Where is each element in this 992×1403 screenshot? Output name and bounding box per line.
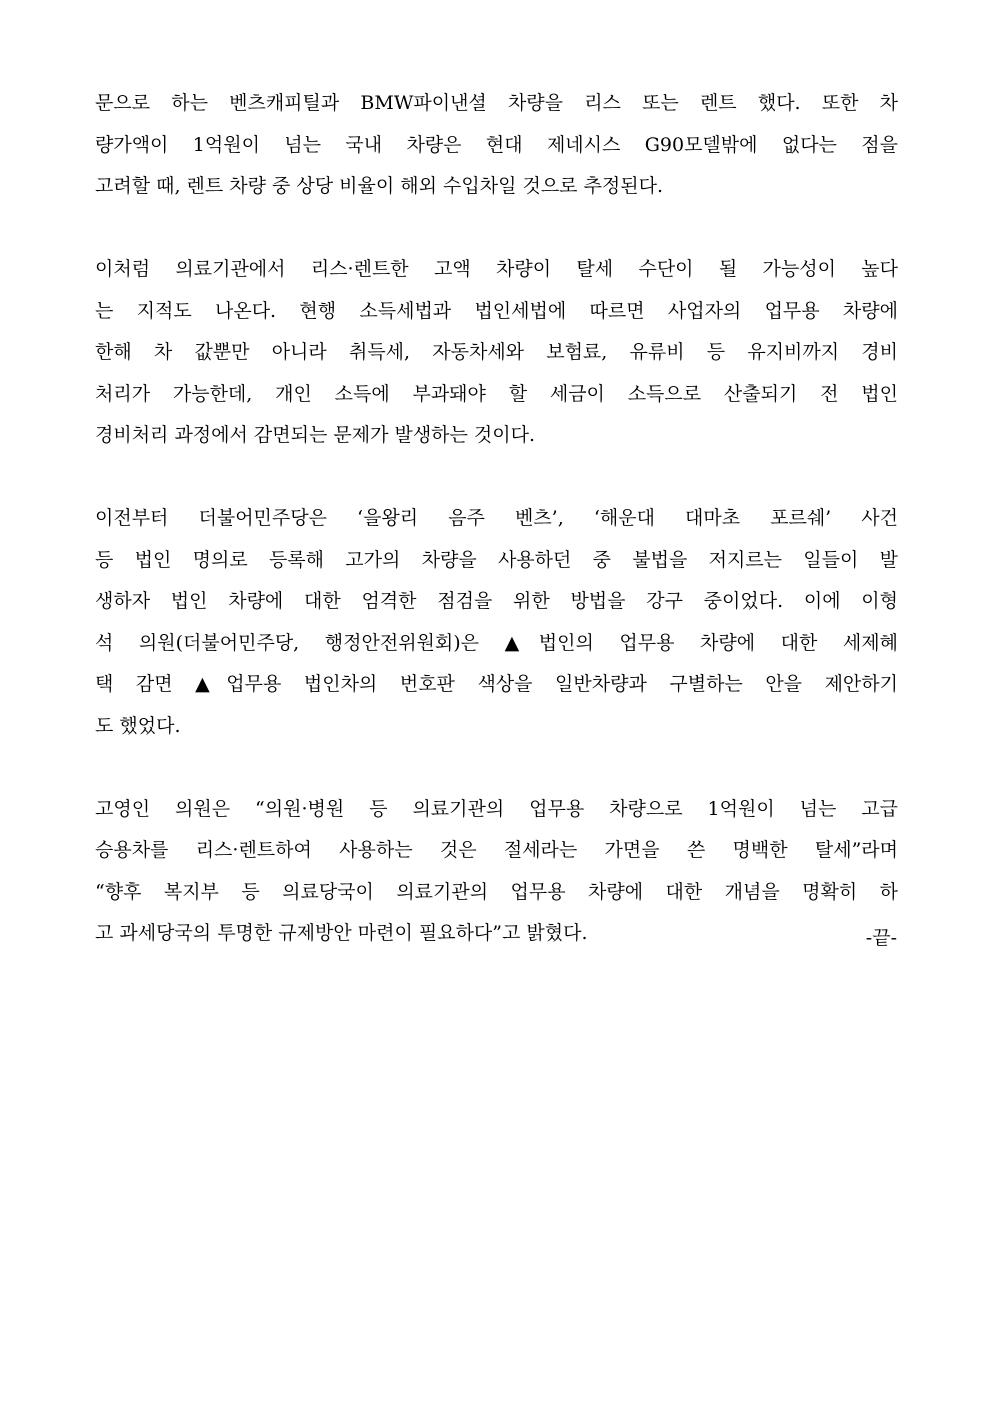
paragraph-spacer [95,747,898,789]
text-line: 택 감면 ▲업무용 법인차의 번호판 색상을 일반차량과 구별하는 안을 제안하기 [95,673,898,695]
paragraph-1 [95,83,898,208]
paragraph-spacer [95,208,898,250]
text-line: 문으로 하는 벤츠캐피틸과 BMW파이낸셜 차량을 리스 또는 렌트 했다. 또한 차 [95,92,898,114]
text-line: 량가액이 1억원이 넘는 국내 차량은 현대 제네시스 G90모델밖에 없다는 점을 [95,133,898,156]
text-line: 한해 차 값뿐만 아니라 취득세, 자동차세와 보험료, 유류비 등 유지비까지 경비 [95,341,898,363]
text-line: “향후 복지부 등 의료당국이 의료기관의 업무용 차량에 대한 개념을 명확히 하 [95,880,898,903]
text-line: 경비처리 과정에서 감면되는 문제가 발생하는 것이다. [95,424,536,446]
paragraph-spacer [95,457,898,499]
text-line: 고 과세당국의 투명한 규제방안 마련이 필요하다”고 밝혔다. [95,922,588,944]
paragraph-3 [95,498,898,747]
document-body [95,83,898,955]
text-line: 고려할 때, 렌트 차량 중 상당 비율이 해외 수입차일 것으로 추정된다. [95,175,664,197]
text-line: 도 했었다. [95,714,181,737]
text-line: 등 법인 명의로 등록해 고가의 차량을 사용하던 중 불법을 저지르는 일들이 발 [95,548,898,571]
text-line: 석 의원(더불어민주당, 행정안전위원회)은 ▲법인의 업무용 차량에 대한 세제혜 [95,631,898,654]
text-line: 승용차를 리스·렌트하여 사용하는 것은 절세라는 가면을 쓴 명백한 탈세”라며 [95,839,898,861]
text-line: 고영인 의원은 “의원·병원 등 의료기관의 업무용 차량으로 1억원이 넘는 고급 [95,797,898,820]
paragraph-4 [95,789,898,955]
text-line: 이처럼 의료기관에서 리스·렌트한 고액 차량이 탈세 수단이 될 가능성이 높다 [95,258,898,280]
end-mark: -끝- [865,927,897,949]
text-line: 는 지적도 나온다. 현행 소득세법과 법인세법에 따르면 사업자의 업무용 차량에 [95,299,898,322]
text-line: 이전부터 더불어민주당은 ‘을왕리 음주 벤츠’, ‘해운대 대마초 포르쉐’ 사건 [95,507,898,529]
text-line: 생하자 법인 차량에 대한 엄격한 점검을 위한 방법을 강구 중이었다. 이에 이형 [95,590,898,612]
paragraph-2 [95,249,898,457]
text-line: 처리가 가능한데, 개인 소득에 부과돼야 할 세금이 소득으로 산출되기 전 법인 [95,382,898,405]
